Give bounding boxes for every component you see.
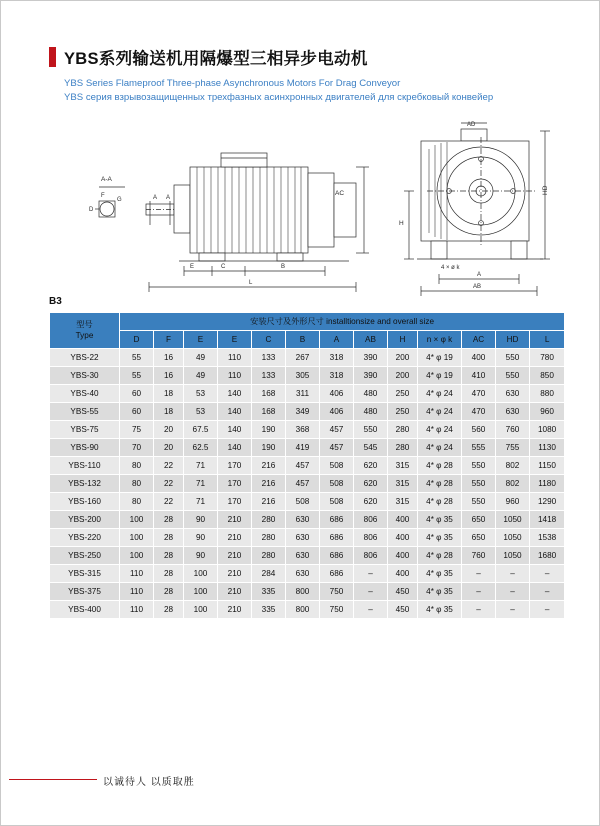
cell-value: 216: [252, 457, 286, 475]
cell-value: 62.5: [184, 439, 218, 457]
cell-value: 16: [154, 367, 184, 385]
cell-value: 18: [154, 385, 184, 403]
cell-value: 216: [252, 475, 286, 493]
cell-value: 406: [320, 385, 354, 403]
cell-value: 170: [218, 457, 252, 475]
table-row: [50, 547, 565, 565]
cell-value: 100: [184, 583, 218, 601]
cell-value: 305: [286, 367, 320, 385]
table-row: [50, 511, 565, 529]
cell-value: 880: [530, 385, 565, 403]
cell-value: 4* φ 35: [418, 601, 462, 619]
cell-value: 100: [120, 511, 154, 529]
svg-text:A-A: A-A: [101, 176, 112, 183]
header-col-d: D: [120, 331, 154, 349]
accent-bar-icon: [49, 47, 56, 67]
cell-value: 18: [154, 403, 184, 421]
cell-value: 20: [154, 421, 184, 439]
cell-value: 1050: [496, 511, 530, 529]
header-group-size: 安装尺寸及外形尺寸 installtionsize and overall size: [120, 313, 565, 331]
cell-value: 450: [388, 583, 418, 601]
cell-value: –: [530, 565, 565, 583]
cell-value: 406: [320, 403, 354, 421]
cell-value: 508: [320, 457, 354, 475]
cell-type: YBS-110: [50, 457, 120, 475]
svg-text:H: H: [399, 220, 404, 227]
cell-value: 49: [184, 349, 218, 367]
svg-text:AC: AC: [335, 190, 345, 197]
cell-value: 457: [320, 439, 354, 457]
cell-value: 75: [120, 421, 154, 439]
cell-value: 71: [184, 493, 218, 511]
cell-value: 457: [320, 421, 354, 439]
cell-value: 560: [462, 421, 496, 439]
cell-value: 802: [496, 457, 530, 475]
cell-value: 28: [154, 547, 184, 565]
svg-text:C: C: [221, 264, 226, 270]
cell-value: 318: [320, 349, 354, 367]
cell-value: 168: [252, 403, 286, 421]
motor-drawing-svg: [49, 109, 559, 299]
cell-value: –: [462, 583, 496, 601]
cell-value: 419: [286, 439, 320, 457]
spec-table-head: [50, 313, 565, 349]
cell-value: 53: [184, 403, 218, 421]
cell-value: 100: [184, 601, 218, 619]
cell-value: 170: [218, 493, 252, 511]
cell-value: 28: [154, 565, 184, 583]
table-row: [50, 439, 565, 457]
svg-text:B: B: [281, 264, 286, 270]
cell-value: 110: [218, 349, 252, 367]
cell-value: –: [354, 583, 388, 601]
cell-type: YBS-315: [50, 565, 120, 583]
cell-value: 620: [354, 457, 388, 475]
cell-value: 315: [388, 457, 418, 475]
cell-value: 267: [286, 349, 320, 367]
cell-value: 400: [462, 349, 496, 367]
footer-rule: [9, 779, 97, 780]
table-header-col-row: [50, 331, 565, 349]
subtitle-block: [64, 77, 569, 105]
svg-text:E: E: [190, 264, 195, 270]
header-col-nk: n × φ k: [418, 331, 462, 349]
cell-type: YBS-220: [50, 529, 120, 547]
cell-value: 1080: [530, 421, 565, 439]
cell-value: 280: [252, 547, 286, 565]
cell-value: 28: [154, 529, 184, 547]
cell-value: 630: [286, 547, 320, 565]
cell-value: 16: [154, 349, 184, 367]
cell-value: –: [354, 565, 388, 583]
cell-value: 210: [218, 583, 252, 601]
cell-value: –: [496, 601, 530, 619]
header-col-a: A: [320, 331, 354, 349]
cell-value: 315: [388, 475, 418, 493]
cell-value: 550: [462, 493, 496, 511]
cell-value: 280: [388, 439, 418, 457]
cell-value: 216: [252, 493, 286, 511]
cell-value: 480: [354, 403, 388, 421]
header-col-f: F: [154, 331, 184, 349]
svg-text:A: A: [477, 272, 482, 278]
table-row: [50, 367, 565, 385]
cell-value: 630: [286, 565, 320, 583]
cell-value: 4* φ 35: [418, 529, 462, 547]
cell-value: 1538: [530, 529, 565, 547]
cell-value: 1150: [530, 457, 565, 475]
cell-value: –: [462, 565, 496, 583]
cell-value: 4* φ 24: [418, 385, 462, 403]
cell-value: 630: [496, 403, 530, 421]
cell-value: 4* φ 35: [418, 583, 462, 601]
cell-value: 250: [388, 403, 418, 421]
cell-value: 4* φ 35: [418, 565, 462, 583]
mounting-type-label: B3: [49, 296, 62, 307]
table-row: [50, 475, 565, 493]
cell-value: 280: [252, 511, 286, 529]
cell-value: 55: [120, 367, 154, 385]
cell-value: 80: [120, 493, 154, 511]
svg-text:F: F: [101, 193, 105, 199]
cell-value: 280: [252, 529, 286, 547]
cell-value: 4* φ 24: [418, 439, 462, 457]
cell-value: 368: [286, 421, 320, 439]
cell-value: 760: [496, 421, 530, 439]
svg-text:AB: AB: [473, 284, 482, 290]
title-row: [49, 45, 569, 69]
cell-value: 133: [252, 349, 286, 367]
svg-text:HD: HD: [542, 185, 549, 195]
footer-slogan: 以诚待人 以质取胜: [103, 777, 195, 788]
cell-value: 284: [252, 565, 286, 583]
cell-value: 1680: [530, 547, 565, 565]
cell-value: 318: [320, 367, 354, 385]
cell-type: YBS-375: [50, 583, 120, 601]
cell-value: 110: [120, 601, 154, 619]
table-row: [50, 583, 565, 601]
cell-value: 1418: [530, 511, 565, 529]
spec-table-body: [50, 349, 565, 619]
cell-value: 457: [286, 457, 320, 475]
cell-value: 850: [530, 367, 565, 385]
cell-value: 4* φ 28: [418, 457, 462, 475]
table-row: [50, 529, 565, 547]
cell-value: 550: [462, 457, 496, 475]
cell-value: 1050: [496, 547, 530, 565]
cell-value: 960: [496, 493, 530, 511]
cell-value: 630: [496, 385, 530, 403]
cell-value: 457: [286, 475, 320, 493]
cell-value: 4* φ 19: [418, 367, 462, 385]
cell-value: –: [496, 565, 530, 583]
cell-value: 686: [320, 529, 354, 547]
cell-value: –: [530, 583, 565, 601]
table-row: [50, 385, 565, 403]
cell-value: 4* φ 28: [418, 475, 462, 493]
cell-value: 400: [388, 565, 418, 583]
cell-value: 760: [462, 547, 496, 565]
cell-value: 545: [354, 439, 388, 457]
cell-value: 550: [354, 421, 388, 439]
cell-value: 806: [354, 529, 388, 547]
cell-value: 71: [184, 457, 218, 475]
cell-value: 210: [218, 565, 252, 583]
cell-value: 550: [462, 475, 496, 493]
cell-value: 60: [120, 403, 154, 421]
spec-table: [49, 312, 565, 619]
cell-type: YBS-55: [50, 403, 120, 421]
table-header-group-row: [50, 313, 565, 331]
cell-value: 311: [286, 385, 320, 403]
cell-value: 100: [184, 565, 218, 583]
table-row: [50, 403, 565, 421]
page-header: [49, 45, 569, 105]
cell-value: 110: [120, 583, 154, 601]
cell-value: 508: [320, 493, 354, 511]
cell-value: –: [354, 601, 388, 619]
cell-value: 508: [320, 475, 354, 493]
cell-value: 100: [120, 529, 154, 547]
cell-type: YBS-40: [50, 385, 120, 403]
cell-value: 508: [286, 493, 320, 511]
cell-value: 450: [388, 601, 418, 619]
cell-type: YBS-200: [50, 511, 120, 529]
cell-value: 4* φ 35: [418, 511, 462, 529]
cell-value: 28: [154, 601, 184, 619]
spec-table-wrap: [49, 312, 557, 619]
cell-value: 28: [154, 511, 184, 529]
cell-value: 210: [218, 601, 252, 619]
cell-value: 1180: [530, 475, 565, 493]
cell-value: 110: [120, 565, 154, 583]
cell-value: 140: [218, 385, 252, 403]
svg-text:AD: AD: [467, 122, 476, 128]
cell-value: 4* φ 19: [418, 349, 462, 367]
table-row: [50, 565, 565, 583]
cell-value: 686: [320, 565, 354, 583]
cell-value: 133: [252, 367, 286, 385]
header-col-c: C: [252, 331, 286, 349]
header-col-hd: HD: [496, 331, 530, 349]
cell-value: 20: [154, 439, 184, 457]
cell-value: 71: [184, 475, 218, 493]
cell-value: 1050: [496, 529, 530, 547]
page-title: YBS系列输送机用隔爆型三相异步电动机: [64, 50, 368, 68]
cell-value: 22: [154, 457, 184, 475]
cell-value: 90: [184, 547, 218, 565]
header-type-cn: 型号: [76, 320, 93, 330]
svg-text:4 × ø k: 4 × ø k: [441, 265, 460, 271]
cell-value: 1130: [530, 439, 565, 457]
cell-value: 750: [320, 601, 354, 619]
cell-type: YBS-250: [50, 547, 120, 565]
table-row: [50, 457, 565, 475]
cell-value: 22: [154, 475, 184, 493]
cell-type: YBS-400: [50, 601, 120, 619]
cell-value: 190: [252, 421, 286, 439]
cell-value: 410: [462, 367, 496, 385]
cell-type: YBS-132: [50, 475, 120, 493]
cell-value: 210: [218, 529, 252, 547]
cell-value: 200: [388, 367, 418, 385]
cell-value: 686: [320, 547, 354, 565]
cell-value: 686: [320, 511, 354, 529]
cell-value: 140: [218, 421, 252, 439]
cell-value: 280: [388, 421, 418, 439]
cell-type: YBS-22: [50, 349, 120, 367]
cell-value: –: [496, 583, 530, 601]
cell-value: 67.5: [184, 421, 218, 439]
cell-value: 470: [462, 403, 496, 421]
cell-value: 800: [286, 583, 320, 601]
cell-value: 780: [530, 349, 565, 367]
page-footer: [1, 773, 600, 787]
cell-value: 335: [252, 601, 286, 619]
cell-value: 806: [354, 547, 388, 565]
header-type-en: Type: [75, 330, 94, 340]
cell-value: 90: [184, 511, 218, 529]
cell-value: 110: [218, 367, 252, 385]
cell-value: 400: [388, 547, 418, 565]
svg-text:G: G: [117, 197, 122, 203]
cell-value: 1290: [530, 493, 565, 511]
cell-value: –: [462, 601, 496, 619]
svg-text:L: L: [249, 280, 253, 286]
cell-value: 140: [218, 403, 252, 421]
table-row: [50, 601, 565, 619]
header-col-h: H: [388, 331, 418, 349]
cell-value: 90: [184, 529, 218, 547]
cell-value: 400: [388, 529, 418, 547]
cell-value: 550: [496, 349, 530, 367]
cell-value: 315: [388, 493, 418, 511]
cell-value: 470: [462, 385, 496, 403]
cell-value: 49: [184, 367, 218, 385]
table-row: [50, 421, 565, 439]
cell-value: 400: [388, 511, 418, 529]
cell-value: 4* φ 24: [418, 403, 462, 421]
cell-type: YBS-90: [50, 439, 120, 457]
cell-value: 555: [462, 439, 496, 457]
cell-value: 802: [496, 475, 530, 493]
cell-value: 4* φ 28: [418, 493, 462, 511]
cell-type: YBS-160: [50, 493, 120, 511]
cell-value: 650: [462, 529, 496, 547]
cell-value: 60: [120, 385, 154, 403]
cell-value: 22: [154, 493, 184, 511]
header-col-e2: E: [218, 331, 252, 349]
svg-text:A: A: [153, 195, 158, 201]
svg-text:A: A: [166, 195, 171, 201]
svg-text:D: D: [89, 207, 94, 213]
cell-value: 100: [120, 547, 154, 565]
cell-value: 168: [252, 385, 286, 403]
header-col-e1: E: [184, 331, 218, 349]
header-col-l: L: [530, 331, 565, 349]
cell-value: 4* φ 28: [418, 547, 462, 565]
cell-value: 210: [218, 511, 252, 529]
cell-value: 170: [218, 475, 252, 493]
cell-value: 390: [354, 367, 388, 385]
cell-value: 806: [354, 511, 388, 529]
cell-value: 755: [496, 439, 530, 457]
cell-value: 650: [462, 511, 496, 529]
cell-value: 960: [530, 403, 565, 421]
cell-value: 550: [496, 367, 530, 385]
cell-type: YBS-30: [50, 367, 120, 385]
subtitle-english: YBS Series Flameproof Three-phase Asynchronous Motors For Drag Conveyor: [64, 78, 401, 89]
cell-value: 250: [388, 385, 418, 403]
cell-value: 140: [218, 439, 252, 457]
cell-value: 620: [354, 475, 388, 493]
cell-value: 630: [286, 529, 320, 547]
cell-value: 390: [354, 349, 388, 367]
cell-value: 200: [388, 349, 418, 367]
cell-value: 750: [320, 583, 354, 601]
cell-value: 349: [286, 403, 320, 421]
cell-value: 630: [286, 511, 320, 529]
cell-value: 53: [184, 385, 218, 403]
cell-value: –: [530, 601, 565, 619]
cell-value: 800: [286, 601, 320, 619]
header-col-ac: AC: [462, 331, 496, 349]
technical-drawing: [49, 109, 559, 299]
cell-type: YBS-75: [50, 421, 120, 439]
table-row: [50, 493, 565, 511]
cell-value: 4* φ 24: [418, 421, 462, 439]
subtitle-russian: YBS серия взрывозащищенных трехфазных асинхронных двигателей для скребковый конвейер: [64, 91, 494, 103]
header-type: [50, 313, 120, 349]
header-col-ab: AB: [354, 331, 388, 349]
cell-value: 620: [354, 493, 388, 511]
cell-value: 335: [252, 583, 286, 601]
header-col-b: B: [286, 331, 320, 349]
table-row: [50, 349, 565, 367]
cell-value: 480: [354, 385, 388, 403]
cell-value: 80: [120, 475, 154, 493]
cell-value: 190: [252, 439, 286, 457]
cell-value: 80: [120, 457, 154, 475]
cell-value: 28: [154, 583, 184, 601]
cell-value: 70: [120, 439, 154, 457]
cell-value: 210: [218, 547, 252, 565]
cell-value: 55: [120, 349, 154, 367]
